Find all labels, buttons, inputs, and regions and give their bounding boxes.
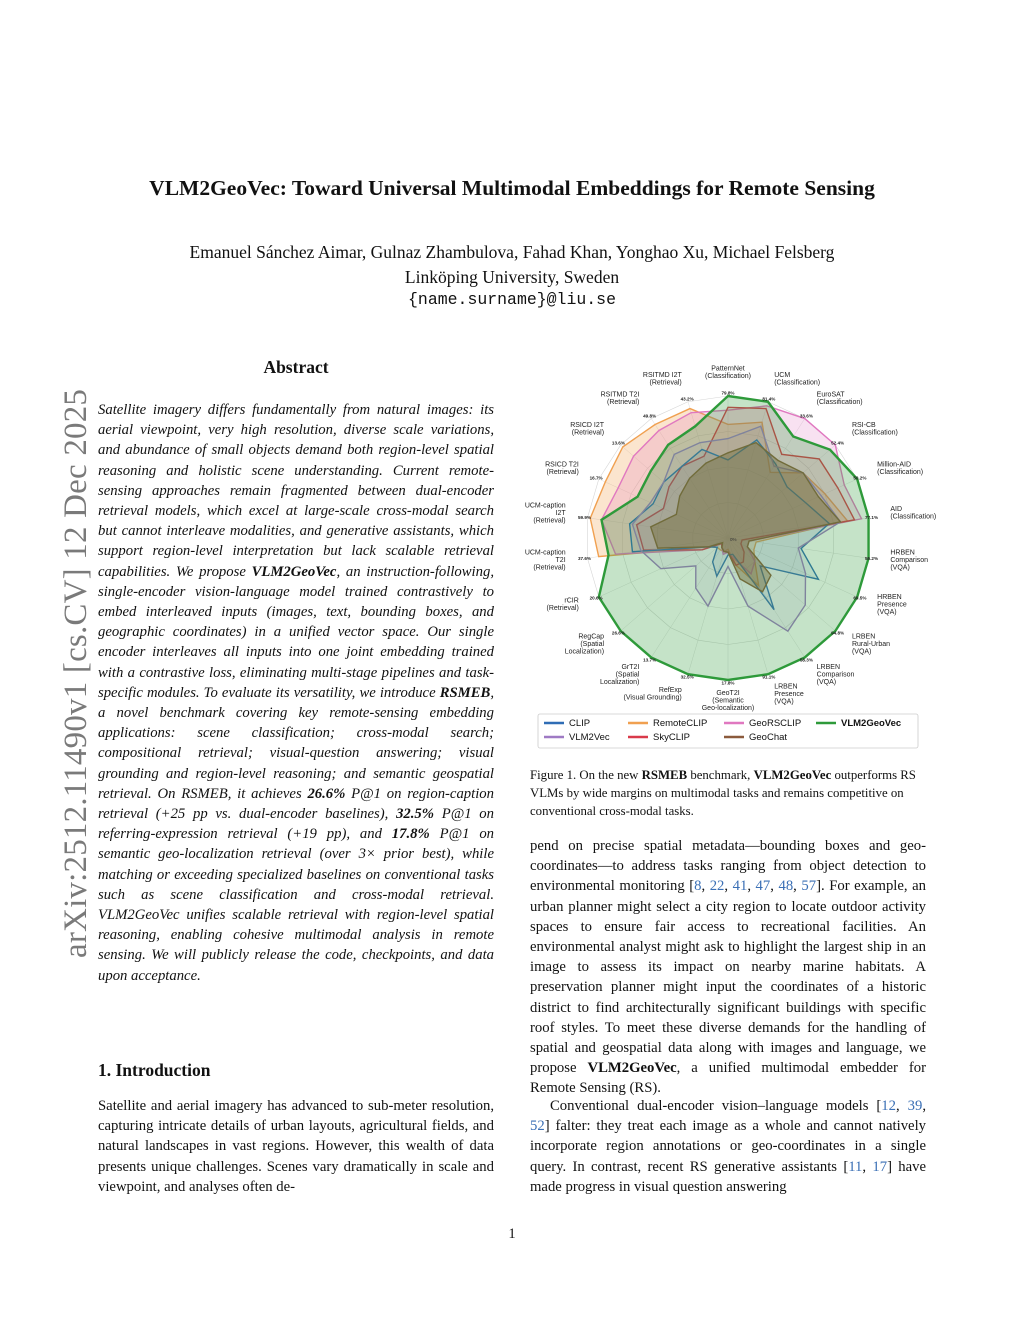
citation[interactable]: 52 xyxy=(530,1118,545,1135)
citation[interactable]: 8 xyxy=(694,878,702,895)
citation[interactable]: 17 xyxy=(872,1158,888,1175)
axis-label: RSICD T2I (Retrieval) xyxy=(545,461,579,476)
introduction-heading: 1. Introduction xyxy=(98,1060,211,1080)
abstract-text-2: , an instruction-following, single-encoder vision-language model trained contrastively to embed interleaved inputs (images, text, bounding boxes, and geographic coordinates) in a unified vector space. Our single encoder interleaves all inputs into one joint embedding trained with a contrastive loss, eliminating multi-stage pipelines and task-specific modules. To evaluate its versatility, we introduce xyxy=(98,563,494,701)
axis-max-label: 79.8% xyxy=(721,390,735,396)
arxiv-stamp-text: arXiv:2512.11490v1 [cs.CV] 12 Dec 2025 xyxy=(58,388,94,958)
axis-max-label: 55.2% xyxy=(865,556,879,562)
citation[interactable]: 57 xyxy=(801,878,817,895)
axis-max-label: 58.3% xyxy=(799,657,813,663)
axis-max-label: 52.4% xyxy=(831,440,845,446)
citation[interactable]: 12 xyxy=(881,1098,896,1114)
legend-label: VLM2GeoVec xyxy=(841,718,902,729)
abstract-text-3: , a novel benchmark covering key remote-sensing embedding applications: scene classification; cross-modal search; compositional retrieval; visual-question answering; visual grounding and region-level reasoning; and semantic geospatial retrieval. On RSMEB, it achieves xyxy=(98,684,494,802)
axis-label: Million-AID (Classification) xyxy=(877,461,924,476)
caption-benchmark: RSMEB xyxy=(641,768,688,782)
axis-max-label: 77.1% xyxy=(865,514,879,520)
legend-label: SkyCLIP xyxy=(653,732,690,743)
radar-chart xyxy=(524,355,937,755)
abstract-text-1: Satellite imagery differs fundamentally from natural images: its aerial viewpoint, very high resolution, diverse scale variations, and abundance of small objects demand both region-level spatial reasoning and holistic scene understanding. Current remote-sensing approaches remain fragmented between dual-encoder retrieval models, which excel at large-scale cross-modal search but cannot interleave modalities, and generative assistants, which support region-level interpretation but lack scalable retrieval capabilities. We propose xyxy=(98,402,494,580)
abstract-benchmark-name: RSMEB xyxy=(439,684,491,701)
axis-max-label: 94.8% xyxy=(831,630,845,636)
axis-label: UCM-caption T2I (Retrieval) xyxy=(524,549,566,572)
para1-text-a: pend on precise spatial metadata—bounding boxes and geo-coordinates—to address tasks ranging from object detection to environmental monitoring [ xyxy=(530,838,926,895)
right-column-paragraph-2: Conventional dual-encoder vision–language models [12, 39, 52] falter: they treat each image as a whole and cannot natively incorporate region annotations or geo-coordinates in a single query. In contrast, recent RS generative assistants [11, 17] have made progress in visual question answering xyxy=(530,1098,927,1195)
caption-rest: outperforms RS VLMs by wide margins on multimodal tasks and remains competitive on conventional cross-modal tasks. xyxy=(530,768,916,818)
axis-max-label: 43.2% xyxy=(680,396,694,402)
axis-label: LRBEN Presence (VQA) xyxy=(774,683,804,706)
para2-text-c: ] have made progress in visual question answering xyxy=(530,1158,927,1195)
abstract-heading: Abstract xyxy=(263,357,329,377)
abstract-stat-2: 32.5% xyxy=(396,806,435,823)
axis-label: RSITMD T2I (Retrieval) xyxy=(600,391,640,407)
axis-max-label: 17.8% xyxy=(721,680,735,686)
author-email: {name.surname}@liu.se xyxy=(408,290,616,309)
citation[interactable]: 22 xyxy=(709,878,725,895)
citation[interactable]: 47 xyxy=(755,878,771,895)
abstract-text-6: P@1 on semantic geo-localization retrieval (over 3× prior best), while matching or exceeding specialized baselines on conventional tasks such as scene classification and cross-modal retrieval. VLM2GeoVec unifies scalable retrieval with region-level spatial reasoning, enabling cohesive multimodal analysis in remote sensing. We will publicly release the code, checkpoints, and data upon acceptance. xyxy=(98,826,495,984)
caption-model: VLM2GeoVec xyxy=(753,768,832,782)
axis-label: HRBEN Comparison (VQA) xyxy=(890,549,929,572)
legend-label: GeoChat xyxy=(749,732,788,743)
axis-max-label: 13.7% xyxy=(643,657,657,663)
axis-max-label: 59.9% xyxy=(577,514,591,520)
axis-max-label: 81.4% xyxy=(762,396,776,402)
axis-max-label: 32.5% xyxy=(680,674,694,680)
axis-label: GrT2I (Spatial Localization) xyxy=(600,663,640,686)
abstract-stat-1: 26.6% xyxy=(307,785,346,802)
figure-caption xyxy=(530,766,926,820)
axis-label: rCIR (Retrieval) xyxy=(546,597,579,613)
legend-label: CLIP xyxy=(569,718,591,729)
legend-label: RemoteCLIP xyxy=(653,718,708,729)
caption-prefix: Figure 1. On the new xyxy=(530,768,642,782)
axis-max-label: 20.6% xyxy=(589,595,603,601)
axis-max-label: 26.6% xyxy=(611,630,625,636)
axis-max-label: 33.6% xyxy=(799,413,813,419)
axis-label: RegCap (Spatial Localization) xyxy=(564,633,605,656)
axis-label: LRBEN Comparison (VQA) xyxy=(816,663,855,686)
axis-label: UCM-caption I2T (Retrieval) xyxy=(524,502,566,525)
para2-text-b: ] falter: they treat each image as a whole and cannot natively incorporate region annotations or geo-coordinates in a single query. In contrast, recent RS generative assistants [ xyxy=(530,1118,926,1175)
abstract-text-5: P@1 on referring-expression retrieval (+19 pp), and xyxy=(98,806,494,843)
caption-mid: benchmark, xyxy=(687,768,754,782)
para1-model-name: VLM2GeoVec xyxy=(587,1060,677,1077)
axis-label: UCM (Classification) xyxy=(774,372,821,387)
para2-text-a: Conventional dual-encoder vision–language models [ xyxy=(550,1098,882,1114)
axis-label: RSI-CB (Classification) xyxy=(851,422,898,437)
para1-text-b: ]. For example, an urban planner might select a city region to locate outdoor activity spaces to ensure fair access to recreational facilities. An environmental analyst might ask to highlight the largest ship in an image to assess its impact on nearby marine habitats. A preservation planner might input the coordinates of a historic district to find architecturally significant buildings with specific roof styles. To meet these diverse demands for the handling of spatial and geospatial data along with images and language, we propose xyxy=(530,878,927,1077)
axis-max-label: 91.1% xyxy=(762,674,776,680)
axis-label: RSICD I2T (Retrieval) xyxy=(570,422,605,437)
citation[interactable]: 41 xyxy=(732,878,748,895)
axis-label: LRBEN Rural-Urban (VQA) xyxy=(851,633,891,656)
abstract-model-name: VLM2GeoVec xyxy=(251,563,337,580)
abstract-text-4: P@1 on region-caption retrieval (+25 pp vs. dual-encoder baselines), xyxy=(98,785,494,823)
axis-max-label: 49.8% xyxy=(643,413,657,419)
chart-legend xyxy=(538,714,918,748)
abstract-stat-3: 17.8% xyxy=(391,826,430,843)
axis-max-label: 69.5% xyxy=(853,595,867,601)
legend-label: VLM2Vec xyxy=(569,732,610,743)
axis-label: RefExp (Visual Grounding) xyxy=(623,686,682,702)
para1-text-c: , a unified multimodal embedder for Remote Sensing (RS). xyxy=(530,1060,926,1097)
paper-title: VLM2GeoVec: Toward Universal Multimodal Embeddings for Remote Sensing xyxy=(149,176,875,200)
citation[interactable]: 39 xyxy=(907,1098,923,1114)
axis-max-label: 16.7% xyxy=(589,475,603,481)
axis-label: PatternNet (Classification) xyxy=(705,365,751,380)
introduction-text: Satellite and aerial imagery has advanced to sub-meter resolution, capturing intricate details of urban layouts, agricultural fields, and natural landscapes in vast regions. However, this wealth of data presents unique challenges. Scenes vary dramatically in scale and viewpoint, and analyses often de- xyxy=(98,1098,494,1195)
legend-label: GeoRSCLIP xyxy=(749,718,802,729)
page-number: 1 xyxy=(508,1226,516,1242)
axis-max-label: 50.2% xyxy=(853,475,867,481)
right-column-paragraph-1: pend on precise spatial metadata—bounding boxes and geo-coordinates—to address tasks ranging from object detection to environmental monitoring [8, 22, 41, 47, 48, 57]. For example, an urban planner might select a city region to locate outdoor activity spaces to ensure fair access to recreational facilities. An environmental analyst might ask to highlight the largest ship in an image to assess its impact on nearby marine habitats. A preservation planner might input the coordinates of a historic district to find architecturally significant buildings with specific roof styles. To meet these diverse demands for the handling of spatial and geospatial data along with images and language, we propose VLM2GeoVec, a unified multimodal embedder for Remote Sensing (RS). xyxy=(530,838,927,1097)
citation[interactable]: 48 xyxy=(778,878,794,895)
axis-label: GeoT2I (Semantic Geo-localization) xyxy=(701,690,755,712)
center-label: 0% xyxy=(730,537,737,542)
axis-label: RSITMD I2T (Retrieval) xyxy=(642,372,682,387)
axis-label: EuroSAT (Classification) xyxy=(816,391,863,407)
arxiv-stamp xyxy=(16,368,94,958)
axis-label: HRBEN Presence (VQA) xyxy=(877,594,907,617)
author-list: Emanuel Sánchez Aimar, Gulnaz Zhambulova, Fahad Khan, Yonghao Xu, Michael Felsberg xyxy=(189,242,835,262)
affiliation: Linköping University, Sweden xyxy=(404,267,620,287)
abstract-body xyxy=(98,400,494,986)
axis-max-label: 37.6% xyxy=(577,556,591,562)
axis-label: AID (Classification) xyxy=(890,506,937,521)
citation[interactable]: 11 xyxy=(848,1158,863,1175)
axis-max-label: 13.6% xyxy=(611,440,625,446)
